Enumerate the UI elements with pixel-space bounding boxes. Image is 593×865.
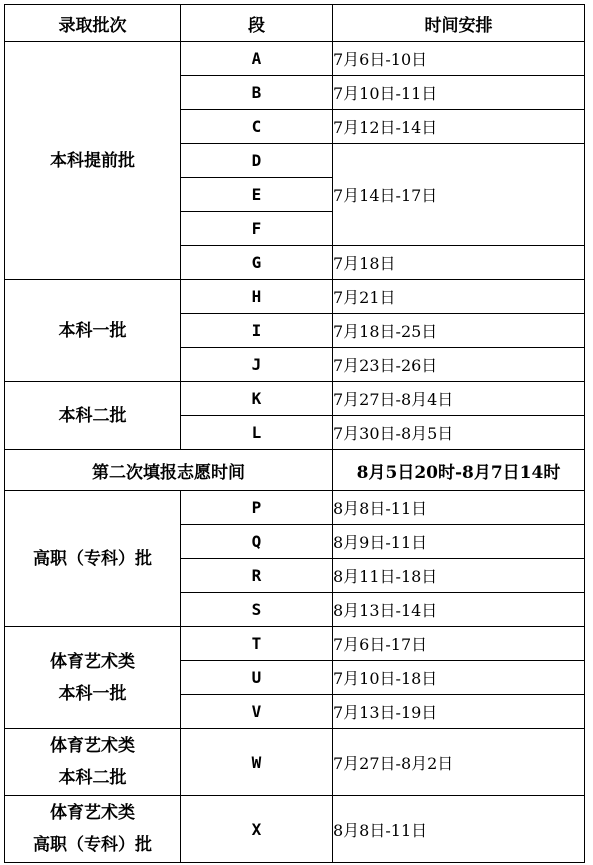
batch-cell: [5, 729, 181, 796]
time-cell: 7月10日-18日: [333, 661, 585, 695]
segment-cell: C: [181, 110, 333, 144]
segment-cell: T: [181, 627, 333, 661]
segment-cell: E: [181, 178, 333, 212]
segment-cell: U: [181, 661, 333, 695]
header-row: [5, 5, 585, 42]
segment-cell: W: [181, 729, 333, 796]
time-cell: 7月13日-19日: [333, 695, 585, 729]
segment-cell: R: [181, 559, 333, 593]
segment-cell: V: [181, 695, 333, 729]
time-cell: 7月21日: [333, 280, 585, 314]
segment-cell: G: [181, 246, 333, 280]
batch-name: 高职（专科）批: [33, 835, 152, 855]
table-row: [5, 491, 585, 525]
batch-name: 本科二批: [58, 405, 127, 426]
segment-cell: D: [181, 144, 333, 178]
segment-cell: H: [181, 280, 333, 314]
table-row: [5, 796, 585, 863]
time-cell: 8月11日-18日: [333, 559, 585, 593]
batch-name: 本科提前批: [50, 150, 135, 171]
time-cell: 7月10日-11日: [333, 76, 585, 110]
segment-cell: K: [181, 382, 333, 416]
second-fill-row: [5, 450, 585, 491]
table-row: [5, 627, 585, 661]
time-cell: 7月30日-8月5日: [333, 416, 585, 450]
segment-cell: I: [181, 314, 333, 348]
table-row: [5, 280, 585, 314]
segment-cell: S: [181, 593, 333, 627]
second-fill-time: 8月5日20时-8月7日14时: [333, 450, 585, 491]
time-cell: 7月14日-17日: [333, 144, 585, 246]
header-batch: 录取批次: [5, 5, 181, 42]
segment-cell: F: [181, 212, 333, 246]
batch-name: 本科一批: [58, 320, 127, 341]
time-cell: 7月27日-8月4日: [333, 382, 585, 416]
time-cell: 8月8日-11日: [333, 796, 585, 863]
batch-name: 高职（专科）批: [33, 548, 152, 569]
admission-schedule-table: [4, 4, 585, 863]
batch-cell: [5, 627, 181, 729]
batch-name: 本科一批: [58, 683, 127, 704]
time-cell: 8月9日-11日: [333, 525, 585, 559]
batch-name: 体育艺术类: [50, 651, 135, 672]
segment-cell: P: [181, 491, 333, 525]
segment-cell: X: [181, 796, 333, 863]
time-cell: 7月6日-10日: [333, 42, 585, 76]
batch-cell: [5, 42, 181, 280]
batch-cell: [5, 280, 181, 382]
batch-name: 本科二批: [58, 768, 127, 788]
time-cell: 7月18日-25日: [333, 314, 585, 348]
batch-name: 体育艺术类: [50, 736, 135, 756]
second-fill-label: 第二次填报志愿时间: [5, 450, 333, 491]
segment-cell: L: [181, 416, 333, 450]
time-cell: 7月18日: [333, 246, 585, 280]
time-cell: 7月27日-8月2日: [333, 729, 585, 796]
segment-cell: B: [181, 76, 333, 110]
segment-cell: A: [181, 42, 333, 76]
segment-cell: Q: [181, 525, 333, 559]
batch-cell: [5, 491, 181, 627]
time-cell: 7月23日-26日: [333, 348, 585, 382]
header-segment: 段: [181, 5, 333, 42]
table-row: [5, 42, 585, 76]
header-schedule: 时间安排: [333, 5, 585, 42]
batch-cell: [5, 796, 181, 863]
time-cell: 8月13日-14日: [333, 593, 585, 627]
batch-name: 体育艺术类: [50, 803, 135, 823]
batch-cell: [5, 382, 181, 450]
time-cell: 7月6日-17日: [333, 627, 585, 661]
time-cell: 7月12日-14日: [333, 110, 585, 144]
segment-cell: J: [181, 348, 333, 382]
table-row: [5, 382, 585, 416]
time-cell: 8月8日-11日: [333, 491, 585, 525]
table-row: [5, 729, 585, 796]
